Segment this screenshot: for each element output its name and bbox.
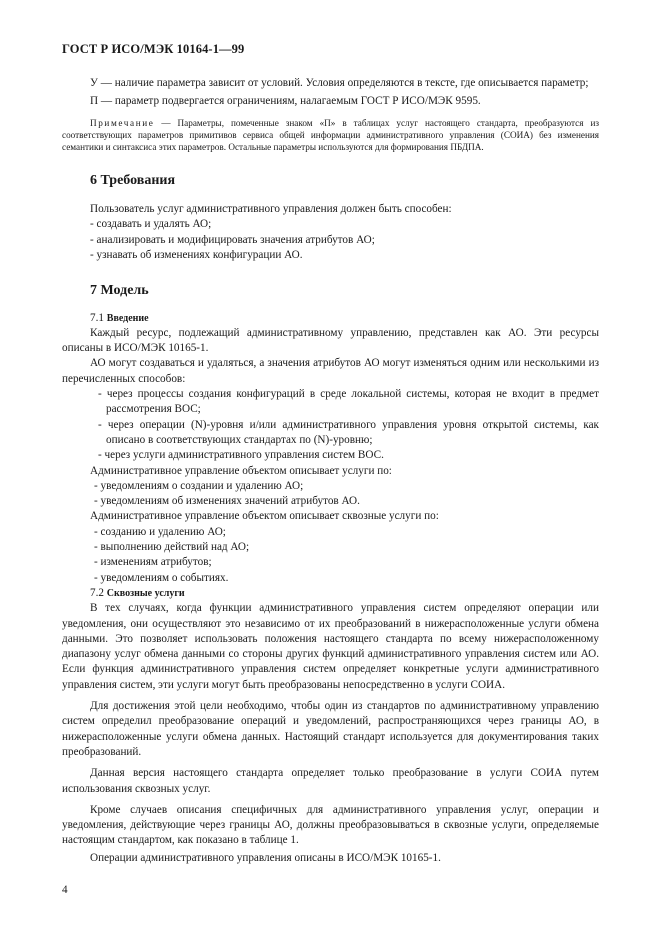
list-item: - изменениям атрибутов; — [94, 556, 212, 569]
paragraph: Для достижения этой цели необходимо, чтобы один из стандартов по административному управлению систем определил преобразование операций и уведомлений, распространяющихся через границы АО, в нижерасположенные услуги обмена данных. Настоящий стандарт используется для документирования таких преобразований. — [62, 700, 599, 758]
list-item: - уведомлениям о событиях. — [94, 571, 229, 584]
list-item: - через операции (N)-уровня и/или административного управления уровня открытой системы, как описано в соответствующих стандартах по (N)-уровню; — [98, 418, 599, 446]
subsection-number: 7.2 — [90, 586, 107, 599]
page-content — [62, 76, 599, 866]
subsection-title: Введение — [106, 312, 149, 324]
paragraph: Каждый ресурс, подлежащий административному управлению, представлен как АО. Эти ресурсы описаны в ИСО/МЭК 10165-1. — [62, 326, 599, 355]
list-item: - через процессы создания конфигураций в среде локальной системы, которая не входит в предмет рассмотрения ВОС; — [98, 388, 599, 416]
section-6-intro: Пользователь услуг административного управления должен быть способен: — [90, 203, 452, 216]
list-item: - уведомлениям о создании и удалению АО; — [94, 479, 304, 492]
list-item: - выполнению действий над АО; — [94, 541, 250, 554]
list-item: - созданию и удалению АО; — [94, 525, 226, 538]
note-text: — Параметры, помеченные знаком «П» в таблицах услуг настоящего стандарта, преобразуются из соответствующих параметров примитивов сервиса общей информации административного управления (СОИА) без изменения семантики и синтаксиса этих параметров. Остальные параметры используются для формирования ПБДПА. — [62, 117, 599, 153]
paragraph: АО могут создаваться и удаляться, а значения атрибутов АО могут изменяться одним или несколькими из перечисленных способов: — [62, 357, 599, 385]
definition-p: П — параметр подвергается ограничениям, налагаемым ГОСТ Р ИСО/МЭК 9595. — [90, 95, 481, 108]
subsection-7-1-heading — [62, 311, 599, 326]
standard-header: ГОСТ Р ИСО/МЭК 10164-1—99 — [62, 42, 245, 56]
definition-u: У — наличие параметра зависит от условий. Условия определяются в тексте, где описывается параметр; — [90, 77, 589, 89]
section-7-heading: 7 Модель — [90, 283, 149, 299]
page-number: 4 — [62, 884, 68, 896]
paragraph: Административное управление объектом описывает сквозные услуги по: — [90, 510, 439, 523]
note-paragraph — [62, 117, 599, 154]
paragraph: В тех случаях, когда функции административного управления систем определяют операции или уведомления, они осуществляют это независимо от их преобразований в нижерасположенные услуги обмена данными. Это позволяет использовать положения настоящего стандарта по всему нижерасположенному диапазону услуг обмена данными со стороны других функций административного управления систем или АО. Если функция административного управления систем определяет конкретные услуги административного управления систем, эти услуги могут быть преобразованы непосредственно в услуги СОИА. — [62, 602, 599, 691]
paragraph: Кроме случаев описания специфичных для административного управления услуг, операции и уведомления, действующие через границы АО, должны преобразовываться в сквозные услуги, определяемые настоящим стандартом, как показано в таблице 1. — [62, 803, 599, 847]
list-item: - создавать и удалять АО; — [90, 218, 212, 231]
list-item: - уведомлениям об изменениях значений атрибутов АО. — [94, 495, 360, 508]
paragraph: Операции административного управления описаны в ИСО/МЭК 10165-1. — [90, 851, 441, 864]
subsection-number: 7.1 — [90, 311, 107, 324]
list-item: - узнавать об изменениях конфигурации АО. — [90, 249, 303, 261]
paragraph: Административное управление объектом описывает услуги по: — [90, 464, 392, 477]
subsection-7-2-heading — [62, 586, 599, 601]
section-6-heading: 6 Требования — [90, 172, 176, 188]
note-label: Примечание — [90, 117, 155, 128]
subsection-title: Сквозные услуги — [106, 587, 185, 599]
list-item: - через услуги административного управления систем ВОС. — [98, 449, 384, 462]
list-item: - анализировать и модифицировать значения атрибутов АО; — [90, 233, 375, 246]
paragraph: Данная версия настоящего стандарта определяет только преобразование в услуги СОИА путем использования сквозных услуг. — [62, 767, 599, 795]
